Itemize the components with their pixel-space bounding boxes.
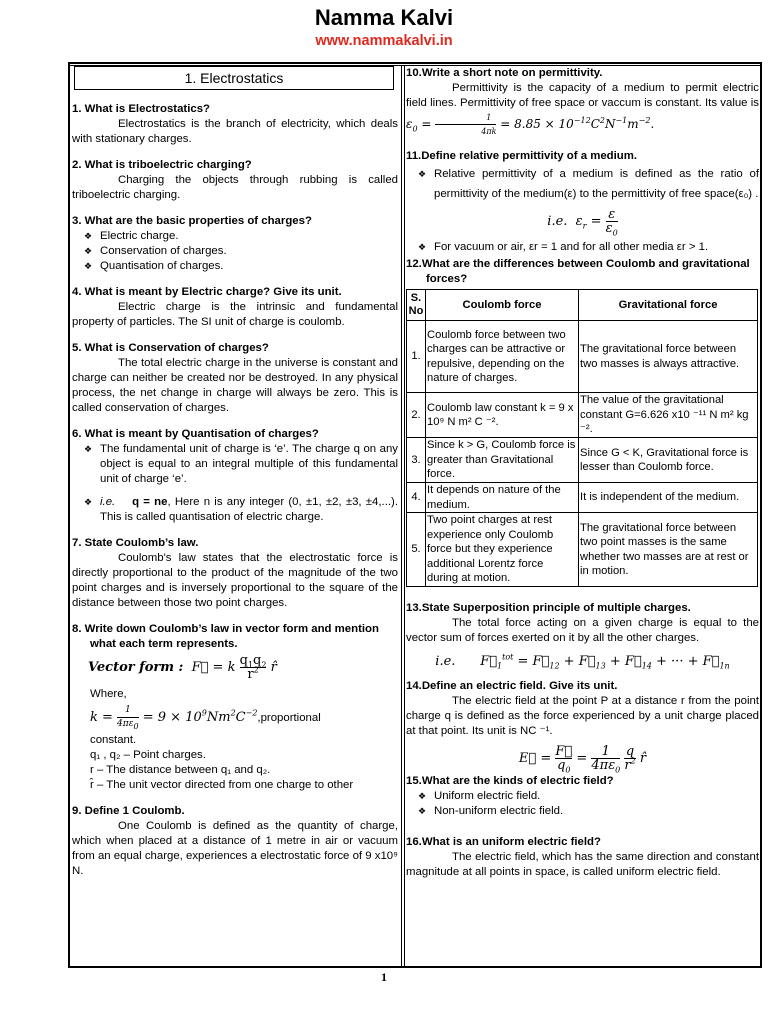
table-cell: 4. [407, 483, 426, 513]
relative-permittivity-list [406, 164, 759, 204]
table-cell: Since G < K, Gravitational force is lesser than Coulomb force. [579, 438, 758, 483]
table-row [407, 321, 758, 393]
quantisation-eq-list [72, 495, 398, 525]
answer-16: The electric field, which has the same direction and constant magnitude at all points in space, is called uniform electric field. [406, 851, 759, 878]
where-label: Where, [90, 688, 127, 700]
list-item: ❖ The fundamental unit of charge is ‘e’. The charge q on any object is equal to an integral multiple of this fundamental unit of charge ‘e’. [90, 442, 398, 487]
quantisation-list [72, 442, 398, 487]
question-13: 13.State Superposition principle of multiple charges. [406, 602, 691, 614]
question-3: 3. What are the basic properties of charges? [72, 215, 312, 227]
k-equation: k = $\frac{1}{4\pi\varepsilon_0}$ = $9 \times 10^9Nm^2C^{-2},proportional$ [90, 705, 321, 731]
table-cell: 5. [407, 513, 426, 587]
answer-13: The total force acting on a given charge is equal to the vector sum of forces exerted on it by all the other charges. [406, 617, 759, 644]
question-6: 6. What is meant by Quantisation of charges? [72, 428, 319, 440]
question-4: 4. What is meant by Electric charge? Give its unit. [72, 286, 342, 298]
column-header: Coulomb force [426, 290, 579, 321]
epsilon0-equation: $\varepsilon_0$ = $\frac{1}{4\pi k}$ = $8.85 \times 10^{-12}C^2N^{-1}m^{-2}$. [406, 113, 655, 136]
question-9: 9. Define 1 Coulomb. [72, 805, 185, 817]
vector-form-label: Vector form : [88, 660, 184, 675]
answer-10-text: Permittivity is the capacity of a medium to permit electric field lines. Permittivity of free space or vaccum is constant. Its value is [406, 82, 759, 109]
right-column [406, 66, 759, 880]
table-cell: The value of the gravitational constant G=6.626 x10 ⁻¹¹ N m² kg ⁻². [579, 393, 758, 438]
list-item: ❖ Conservation of charges. [90, 244, 398, 259]
list-item: ❖ Uniform electric field. [424, 789, 759, 804]
list-item: ❖ Electric charge. [90, 229, 398, 244]
constant-label: constant. [90, 734, 137, 746]
answer-5: The total electric charge in the universe is constant and charge can neither be created nor be destroyed. In any physical process, the net change in charge will always be zero. This is called conservation of charges. [72, 357, 398, 414]
column-divider [401, 65, 405, 966]
answer-14: The electric field at the point P at a distance r from the point charge q is defined as the force experienced by a unit charge placed at that point. Its unit is NC ⁻¹. [406, 695, 759, 737]
field-kinds-list [406, 789, 759, 819]
answer-9: One Coulomb is defined as the quantity of charge, which when placed at a distance of 1 metre in air or vacuum from an equal charge, experiences a electrostatic force of 9 x10⁹ N. [72, 820, 398, 877]
question-7: 7. State Coulomb’s law. [72, 537, 199, 549]
question-2: 2. What is triboelectric charging? [72, 159, 252, 171]
comparison-table [406, 289, 758, 587]
site-url[interactable]: www.nammakalvi.in [315, 33, 453, 49]
quantisation-equation: q = ne [132, 496, 168, 508]
table-cell: It depends on nature of the medium. [426, 483, 579, 513]
answer-2: Charging the objects through rubbing is called triboelectric charging. [72, 174, 398, 201]
question-16: 16.What is an uniform electric field? [406, 836, 601, 848]
question-1: 1. What is Electrostatics? [72, 103, 210, 115]
column-header: Gravitational force [579, 290, 758, 321]
table-cell: 3. [407, 438, 426, 483]
table-row [407, 513, 758, 587]
column-header: S. No [407, 290, 426, 321]
electric-field-equation: E⃗ = $\frac{F⃗}{q_0}$ = $\frac{1}{4\pi\varepsilon_0}$ $\frac{q}{r^2}$ r̂ [518, 744, 647, 775]
list-item [90, 495, 398, 525]
k-suffix: ,proportional [257, 712, 321, 724]
list-item: ❖ Non-uniform electric field. [424, 804, 759, 819]
table-header-row [407, 290, 758, 321]
list-item: ❖ Relative permittivity of a medium is defined as the ratio of permittivity of the medium(ε) to the permittivity of free space(ε₀) . [424, 164, 759, 204]
list-item: ❖ Quantisation of charges. [90, 259, 398, 274]
answer-7: Coulomb's law states that the electrostatic force is directly proportional to the product of the magnitude of the two point charges and is inversely proportional to the square of the distance between those two point charges. [72, 552, 398, 609]
properties-list [72, 229, 398, 274]
superposition-equation: i.e. $F⃗_1^{tot}$ = $F⃗_{12}$ + $F⃗_{13}$ + $F⃗_{14}$ + ··· + $F⃗_{1n}$ [435, 652, 730, 671]
table-cell: The gravitational force between two point masses is the same whether two masses are at rest or in motion. [579, 513, 758, 587]
table-row [407, 483, 758, 513]
ie-label: i.e. [100, 496, 116, 508]
table-cell: Since k > G, Coulomb force is greater than Gravitational force. [426, 438, 579, 483]
site-title: Namma Kalvi [314, 5, 454, 30]
question-15: 15.What are the kinds of electric field? [406, 775, 614, 787]
relative-permittivity-equation: i.e. $\varepsilon_r$ = $\frac{\varepsilon}{\varepsilon_0}$ [547, 207, 618, 238]
answer-10 [406, 81, 759, 138]
table-cell: Two point charges at rest experience only Coulomb force but they experience additional Lorentz force during at motion. [426, 513, 579, 587]
table-cell: Coulomb law constant k = 9 x 10⁹ N m² C ⁻². [426, 393, 579, 438]
question-14: 14.Define an electric field. Give its unit. [406, 680, 618, 692]
table-cell: 1. [407, 321, 426, 393]
quantisation-text: , Here n is any integer (0, ±1, ±2, ±3, ±4,...). This is called quantisation of electric charge. [100, 496, 398, 523]
vector-form-equation: Vector form : F⃗ = k $\frac{q_1q_2}{r^2}$ r̂ [88, 653, 277, 682]
term-item: r̂ – The unit vector directed from one charge to other [90, 779, 354, 791]
table-cell: The gravitational force between two masses is always attractive. [579, 321, 758, 393]
term-item: r – The distance between q₁ and q₂. [90, 764, 271, 776]
question-5: 5. What is Conservation of charges? [72, 342, 269, 354]
question-10: 10.Write a short note on permittivity. [406, 67, 603, 79]
answer-4: Electric charge is the intrinsic and fundamental property of particles. The SI unit of charge is coulomb. [72, 301, 398, 328]
question-11: 11.Define relative permittivity of a medium. [406, 150, 638, 162]
table-cell: 2. [407, 393, 426, 438]
page-number: 1 [381, 970, 387, 984]
question-12: 12.What are the differences between Coulomb and gravitational forces? [406, 258, 750, 285]
table-cell: It is independent of the medium. [579, 483, 758, 513]
term-item: q₁ , q₂ – Point charges. [90, 749, 206, 761]
table-row [407, 438, 758, 483]
list-item: ❖ For vacuum or air, εr = 1 and for all other media εr > 1. [424, 239, 759, 255]
question-8: 8. Write down Coulomb’s law in vector form and mention what each term represents. [72, 623, 379, 650]
left-column [72, 66, 398, 879]
table-row [407, 393, 758, 438]
vacuum-list [406, 239, 759, 255]
table-cell: Coulomb force between two charges can be attractive or repulsive, depending on the nature of charges. [426, 321, 579, 393]
chapter-title: 1. Electrostatics [74, 66, 394, 90]
answer-1: Electrostatics is the branch of electricity, which deals with stationary charges. [72, 118, 398, 145]
